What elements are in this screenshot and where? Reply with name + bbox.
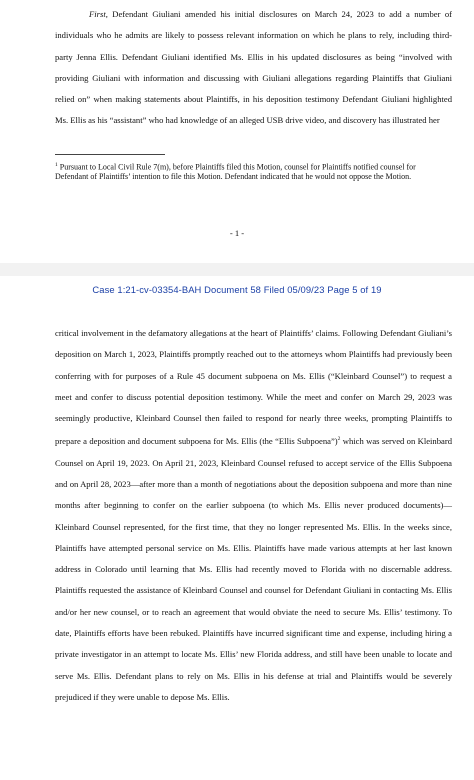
footnote xyxy=(55,161,452,182)
page-number: - 1 - xyxy=(229,228,245,238)
case-header: Case 1:21-cv-03354-BAH Document 58 Filed 05/09/23 Page 5 of 19 xyxy=(92,284,382,295)
paragraph-text: critical involvement in the defamatory allegations at the heart of Plaintiffs’ claims. Following Defendant Giuliani’s deposition on March 1, 2023, Plaintiffs promptly reached out to the attorneys whom Plaintiffs had previously been conferring with for purposes of a Rule 45 document subpoena on Ms. Ellis (“Kleinbard Counsel”) to request a meet and confer to discuss potential deposition testimony. While the meet and confer on March 29, 2023 was seemingly productive, Kleinbard Counsel then failed to respond for nearly three weeks, prompting Plaintiffs to prepare a deposition and document subpoena for Ms. Ellis (the “Ellis Subpoena”) xyxy=(55,328,452,447)
paragraph-text: , Defendant Giuliani amended his initial disclosures on March 24, 2023 to add a number of individuals who he admits are likely to possess relevant information on which he plans to rely, including third-party Jenna Ellis. Defendant Giuliani identified Ms. Ellis in his updated disclosures as being “involved with providing Giuliani with information and discussing with Giuliani allegations regarding Plaintiffs that Giuliani relied on” when making statements about Plaintiffs, in his deposition testimony Defendant Giuliani highlighted Ms. Ellis as his “assistant” who had knowledge of an alleged USB drive video, and discovery has illustrated her xyxy=(55,9,452,126)
body-paragraph xyxy=(55,0,452,132)
document-page-1 xyxy=(0,0,474,263)
document-page-2 xyxy=(0,276,474,780)
footnote-divider xyxy=(55,154,165,155)
footnote-text: Pursuant to Local Civil Rule 7(m), before Plaintiffs filed this Motion, counsel for Plaintiffs notified counsel for Defendant of Plaintiffs’ intention to file this Motion. Defendant indicated that he would not oppose the Motion. xyxy=(55,162,416,182)
body-paragraph xyxy=(55,276,452,708)
footnote-reference: 2 xyxy=(337,436,341,443)
paragraph-text-continued: which was served on Kleinbard Counsel on April 19, 2023. On April 21, 2023, Kleinbard Counsel refused to accept service of the Ellis Subpoena and on April 28, 2023—after more than a month of negotiations about the deposition subpoena and more than nine months after beginning to confer on the earlier subpoena (to which Ms. Ellis never produced documents)—Kleinbard Counsel represented, for the first time, that they no longer represented Ms. Ellis. In the weeks since, Plaintiffs have attempted personal service on Ms. Ellis. Plaintiffs have made various attempts at her last known address in Colorado until learning that Ms. Ellis had recently moved to Florida with no discernable address. Plaintiffs requested the assistance of Kleinbard Counsel and counsel for Defendant Giuliani in contacting Ms. Ellis and/or her new counsel, or to reach an agreement that would obviate the need to secure Ms. Ellis’ testimony. To date, Plaintiffs efforts have been rebuked. Plaintiffs have incurred significant time and expense, including hiring a private investigator in an attempt to locate Ms. Ellis’ new Florida address, and still have been unable to locate and serve Ms. Ellis. Defendant plans to rely on Ms. Ellis in his defense at trial and Plaintiffs would be severely prejudiced if they were unable to depose Ms. Ellis. xyxy=(55,436,452,702)
paragraph-lead-word: First xyxy=(89,9,106,19)
footnote-marker: 1 xyxy=(55,161,58,168)
